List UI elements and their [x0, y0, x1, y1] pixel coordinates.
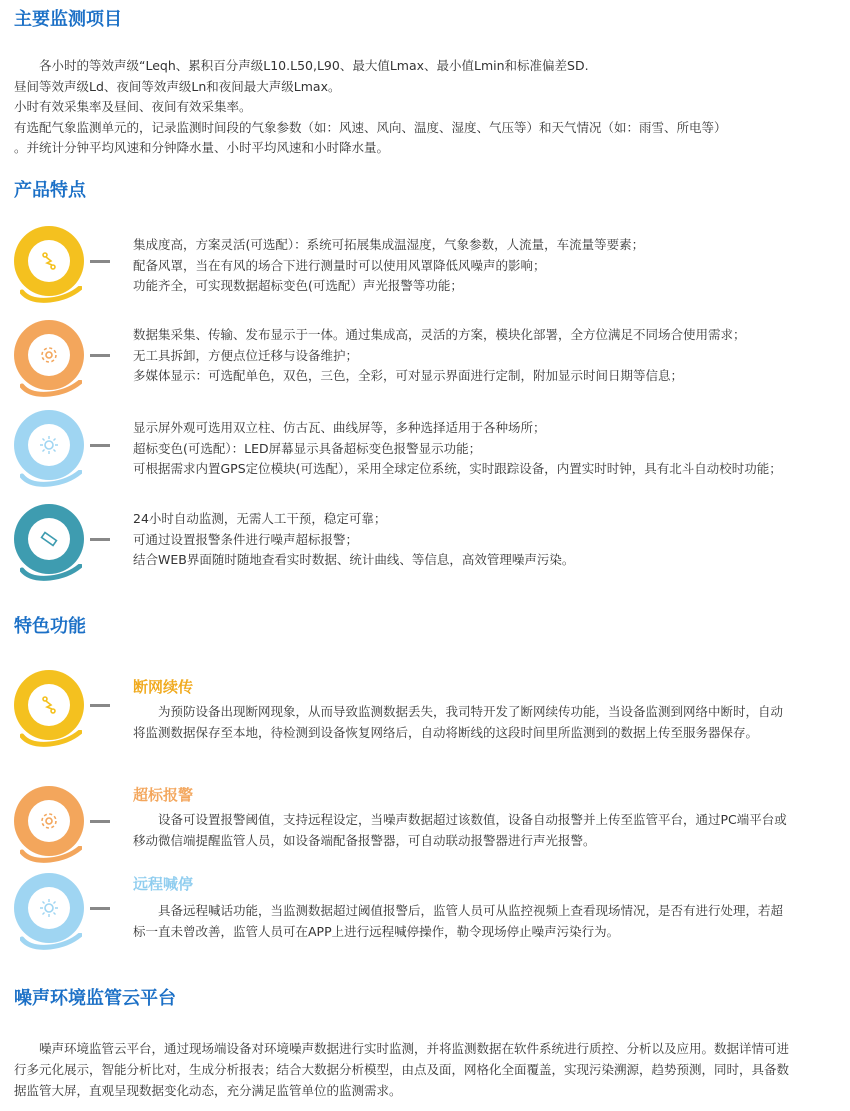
feature-text — [133, 325, 746, 387]
special-icon-block — [12, 670, 112, 752]
sun-icon — [28, 424, 70, 466]
hand-icon — [20, 846, 82, 864]
section-title-monitoring: 主要监测项目 — [14, 9, 122, 30]
special-title: 超标报警 — [133, 786, 194, 804]
feature-line: 超标变色(可选配）：LED屏幕显示具备超标变色报警显示功能； — [133, 440, 482, 456]
monitoring-line: 各小时的等效声级“Leqh、累积百分声级L10.L50,L90、最大值Lmax、最小值Lmin和标准偏差SD. — [39, 58, 589, 73]
pencil-icon — [28, 518, 70, 560]
feature-text — [133, 235, 644, 297]
connection-icon — [28, 240, 70, 282]
feature-icon-block — [12, 504, 112, 586]
gear-icon — [28, 800, 70, 842]
hand-icon — [20, 286, 82, 304]
cloud-body: 噪声环境监管云平台，通过现场端设备对环境噪声数据进行实时监测，并将监测数据在软件系统进行质控、分析以及应用。数据详情可进行多元化展示，智能分析比对，生成分析报表；结合大数据分析模型，由点及面，网格化全面覆盖，实现污染溯源，趋势预测，同时，具备数据监管大屏，直观呈现数据变化动态，充分满足监管单位的监测需求。 — [14, 1041, 790, 1098]
special-title: 远程喊停 — [133, 875, 194, 893]
feature-line: 结合WEB界面随时随地查看实时数据、统计曲线、等信息，高效管理噪声污染。 — [133, 552, 575, 567]
divider-dash — [90, 704, 110, 707]
feature-line: 24小时自动监测，无需人工干预，稳定可靠； — [133, 511, 387, 526]
feature-line: 无工具拆卸，方便点位迁移与设备维护； — [133, 347, 359, 363]
divider-dash — [90, 820, 110, 823]
section-title-features: 产品特点 — [14, 180, 86, 201]
divider-dash — [90, 354, 110, 357]
special-body: 设备可设置报警阈值，支持远程设定，当噪声数据超过该数值，设备自动报警并上传至监管平台，通过PC端平台或移动微信端提醒监管人员，如设备端配备报警器，可自动联动报警器进行声光报警。 — [133, 812, 787, 848]
gear-icon — [28, 334, 70, 376]
divider-dash — [90, 907, 110, 910]
feature-text — [133, 418, 782, 480]
feature-line: 集成度高，方案灵活(可选配）：系统可拓展集成温湿度，气象参数，人流量，车流量等要素； — [133, 237, 645, 252]
feature-icon-block — [12, 320, 112, 402]
hand-icon — [20, 470, 82, 488]
divider-dash — [90, 538, 110, 541]
feature-line: 可通过设置报警条件进行噪声超标报警； — [133, 531, 359, 547]
sun-icon — [28, 887, 70, 929]
monitoring-list — [14, 56, 834, 159]
feature-line: 数据集采集、传输、发布显示于一体。通过集成高，灵活的方案，模块化部署，全方位满足不同场合使用需求； — [133, 327, 746, 342]
section-title-special: 特色功能 — [14, 616, 86, 637]
feature-line: 显示屏外观可选用双立柱、仿古瓦、曲线屏等，多种选择适用于各种场所； — [133, 420, 546, 435]
feature-icon-block — [12, 410, 112, 492]
hand-icon — [20, 730, 82, 748]
monitoring-line: 小时有效采集率及昼间、夜间有效采集率。 — [14, 99, 252, 114]
monitoring-line: 。并统计分钟平均风速和分钟降水量、小时平均风速和小时降水量。 — [14, 140, 390, 155]
feature-icon-block — [12, 226, 112, 308]
special-body: 为预防设备出现断网现象，从而导致监测数据丢失，我司特开发了断网续传功能，当设备监测到网络中断时，自动将监测数据保存至本地，待检测到设备恢复网络后，自动将断线的这段时间里所监测到的数据上传至服务器保存。 — [133, 704, 784, 740]
divider-dash — [90, 260, 110, 263]
special-icon-block — [12, 786, 112, 868]
feature-line: 可根据需求内置GPS定位模块(可选配），采用全球定位系统，实时跟踪设备，内置实时时钟，具有北斗自动校时功能； — [133, 461, 782, 476]
connection-icon — [28, 684, 70, 726]
feature-line: 多媒体显示：可选配单色，双色，三色，全彩，可对显示界面进行定制，附加显示时间日期等信息； — [133, 368, 684, 383]
hand-icon — [20, 564, 82, 582]
monitoring-line: 有选配气象监测单元的，记录监测时间段的气象参数（如：风速、风向、温度、湿度、气压等）和天气情况（如：雨雪、所电等） — [14, 119, 727, 135]
hand-icon — [20, 380, 82, 398]
feature-text — [133, 509, 574, 571]
feature-line: 功能齐全，可实现数据超标变色(可选配）声光报警等功能； — [133, 278, 463, 293]
divider-dash — [90, 444, 110, 447]
monitoring-line: 昼间等效声级Ld、夜间等效声级Ln和夜间最大声级Lmax。 — [14, 78, 341, 94]
section-title-cloud: 噪声环境监管云平台 — [14, 988, 176, 1009]
special-icon-block — [12, 873, 112, 955]
special-title: 断网续传 — [133, 678, 194, 696]
special-body: 具备远程喊话功能，当监测数据超过阈值报警后，监管人员可从监控视频上查看现场情况，是否有进行处理，若超标一直未曾改善，监管人员可在APP上进行远程喊停操作，勒令现场停止噪声污染行为。 — [133, 903, 784, 939]
hand-icon — [20, 933, 82, 951]
feature-line: 配备风罩，当在有风的场合下进行测量时可以使用风罩降低风噪声的影响； — [133, 257, 546, 273]
